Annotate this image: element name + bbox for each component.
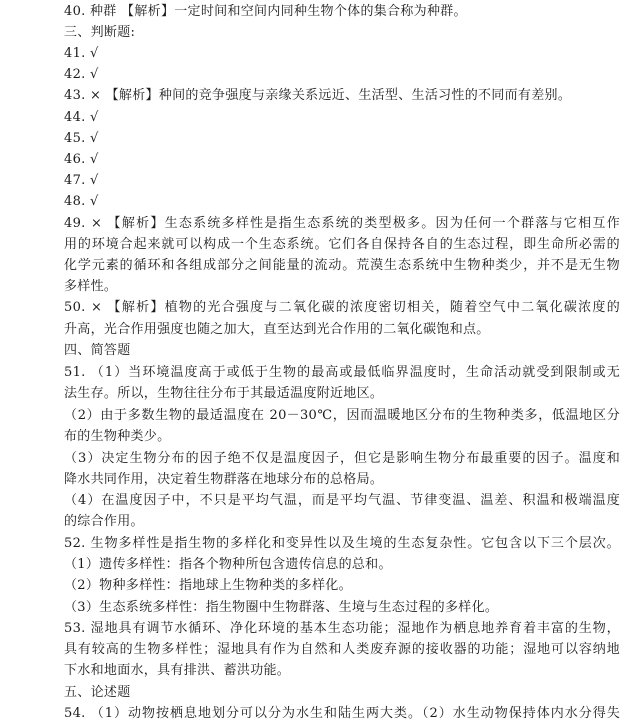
- section-heading-true-false: 三、判断题:: [64, 25, 136, 40]
- answer-49-line-1: 49. × 【解析】生态系统多样性是指生态系统的类型极多。因为任何一个群落与它相互作: [64, 216, 620, 231]
- answer-49-line-2: 用的环境合起来就可以构成一个生态系统。它们各自保持各自的生态过程，即生命所必需的: [64, 237, 620, 252]
- answer-44: 44. √: [64, 110, 99, 125]
- answer-41: 41. √: [64, 46, 99, 61]
- answer-51-line-4: 布的生物种类少。: [64, 429, 171, 444]
- answer-51-line-8: 的综合作用。: [64, 514, 144, 529]
- answer-52-line-2: （1）遗传多样性：指各个物种所包含遗传信息的总和。: [64, 557, 392, 572]
- answer-48: 48. √: [64, 194, 99, 209]
- answer-50-line-1: 50. × 【解析】植物的光合强度与二氧化碳的浓度密切相关，随着空气中二氧化碳浓度的: [64, 300, 620, 315]
- answer-51-line-2: 法生存。所以，生物往往分布于其最适温度附近地区。: [64, 386, 384, 401]
- answer-52-line-3: （2）物种多样性：指地球上生物种类的多样化。: [64, 578, 352, 593]
- answer-53-line-2: 具有较高的生物多样性；湿地具有作为自然和人类废弃源的接收器的功能；湿地可以容纳地: [64, 642, 620, 657]
- answer-45: 45. √: [64, 131, 99, 146]
- answer-54-line-1: 54. （1）动物按栖息地划分可以分为水生和陆生两大类。（2）水生动物保持体内水分得失: [64, 706, 620, 721]
- section-heading-essay: 五、论述题: [64, 685, 131, 700]
- section-heading-short-answer: 四、简答题: [64, 343, 131, 358]
- answer-51-line-6: 降水共同作用，决定着生物群落在地球分布的总格局。: [64, 472, 384, 487]
- answer-51-line-3: （2）由于多数生物的最适温度在 20－30℃，因而温暖地区分布的生物种类多，低温地区分: [64, 408, 620, 423]
- answer-43: 43. × 【解析】种间的竞争强度与亲缘关系远近、生活型、生活习性的不同而有差别。: [64, 88, 572, 103]
- answer-47: 47. √: [64, 173, 99, 188]
- answer-51-line-7: （4）在温度因子中，不只是平均气温，而是平均气温、节律变温、温差、积温和极端温度: [64, 493, 620, 508]
- answer-42: 42. √: [64, 67, 99, 82]
- answer-50-line-2: 升高，光合作用强度也随之加大，直至达到光合作用的二氧化碳饱和点。: [64, 322, 490, 337]
- answer-53-line-1: 53. 湿地具有调节水循环、净化环境的基本生态功能；湿地作为栖息地养育着丰富的生物，: [64, 621, 620, 636]
- answer-46: 46. √: [64, 152, 99, 167]
- answer-40: 40. 种群 【解析】一定时间和空间内同种生物个体的集合称为种群。: [64, 4, 467, 19]
- answer-49-line-4: 多样性。: [64, 279, 118, 294]
- answer-53-line-3: 下水和地面水，具有排洪、蓄洪功能。: [64, 663, 291, 678]
- answer-49-line-3: 化学元素的循环和各组成部分之间能量的流动。荒漠生态系统中生物种类少，并不是无生物: [64, 258, 620, 273]
- answer-52-line-1: 52. 生物多样性是指生物的多样化和变异性以及生境的生态复杂性。它包含以下三个层次。: [64, 536, 620, 551]
- answer-51-line-1: 51. （1）当环境温度高于或低于生物的最高或最低临界温度时，生命活动就受到限制或无: [64, 365, 620, 380]
- answer-51-line-5: （3）决定生物分布的因子绝不仅是温度因子，但它是影响生物分布最重要的因子。温度和: [64, 451, 620, 466]
- answer-52-line-4: （3）生态系统多样性：指生物圈中生物群落、生境与生态过程的多样化。: [64, 600, 499, 615]
